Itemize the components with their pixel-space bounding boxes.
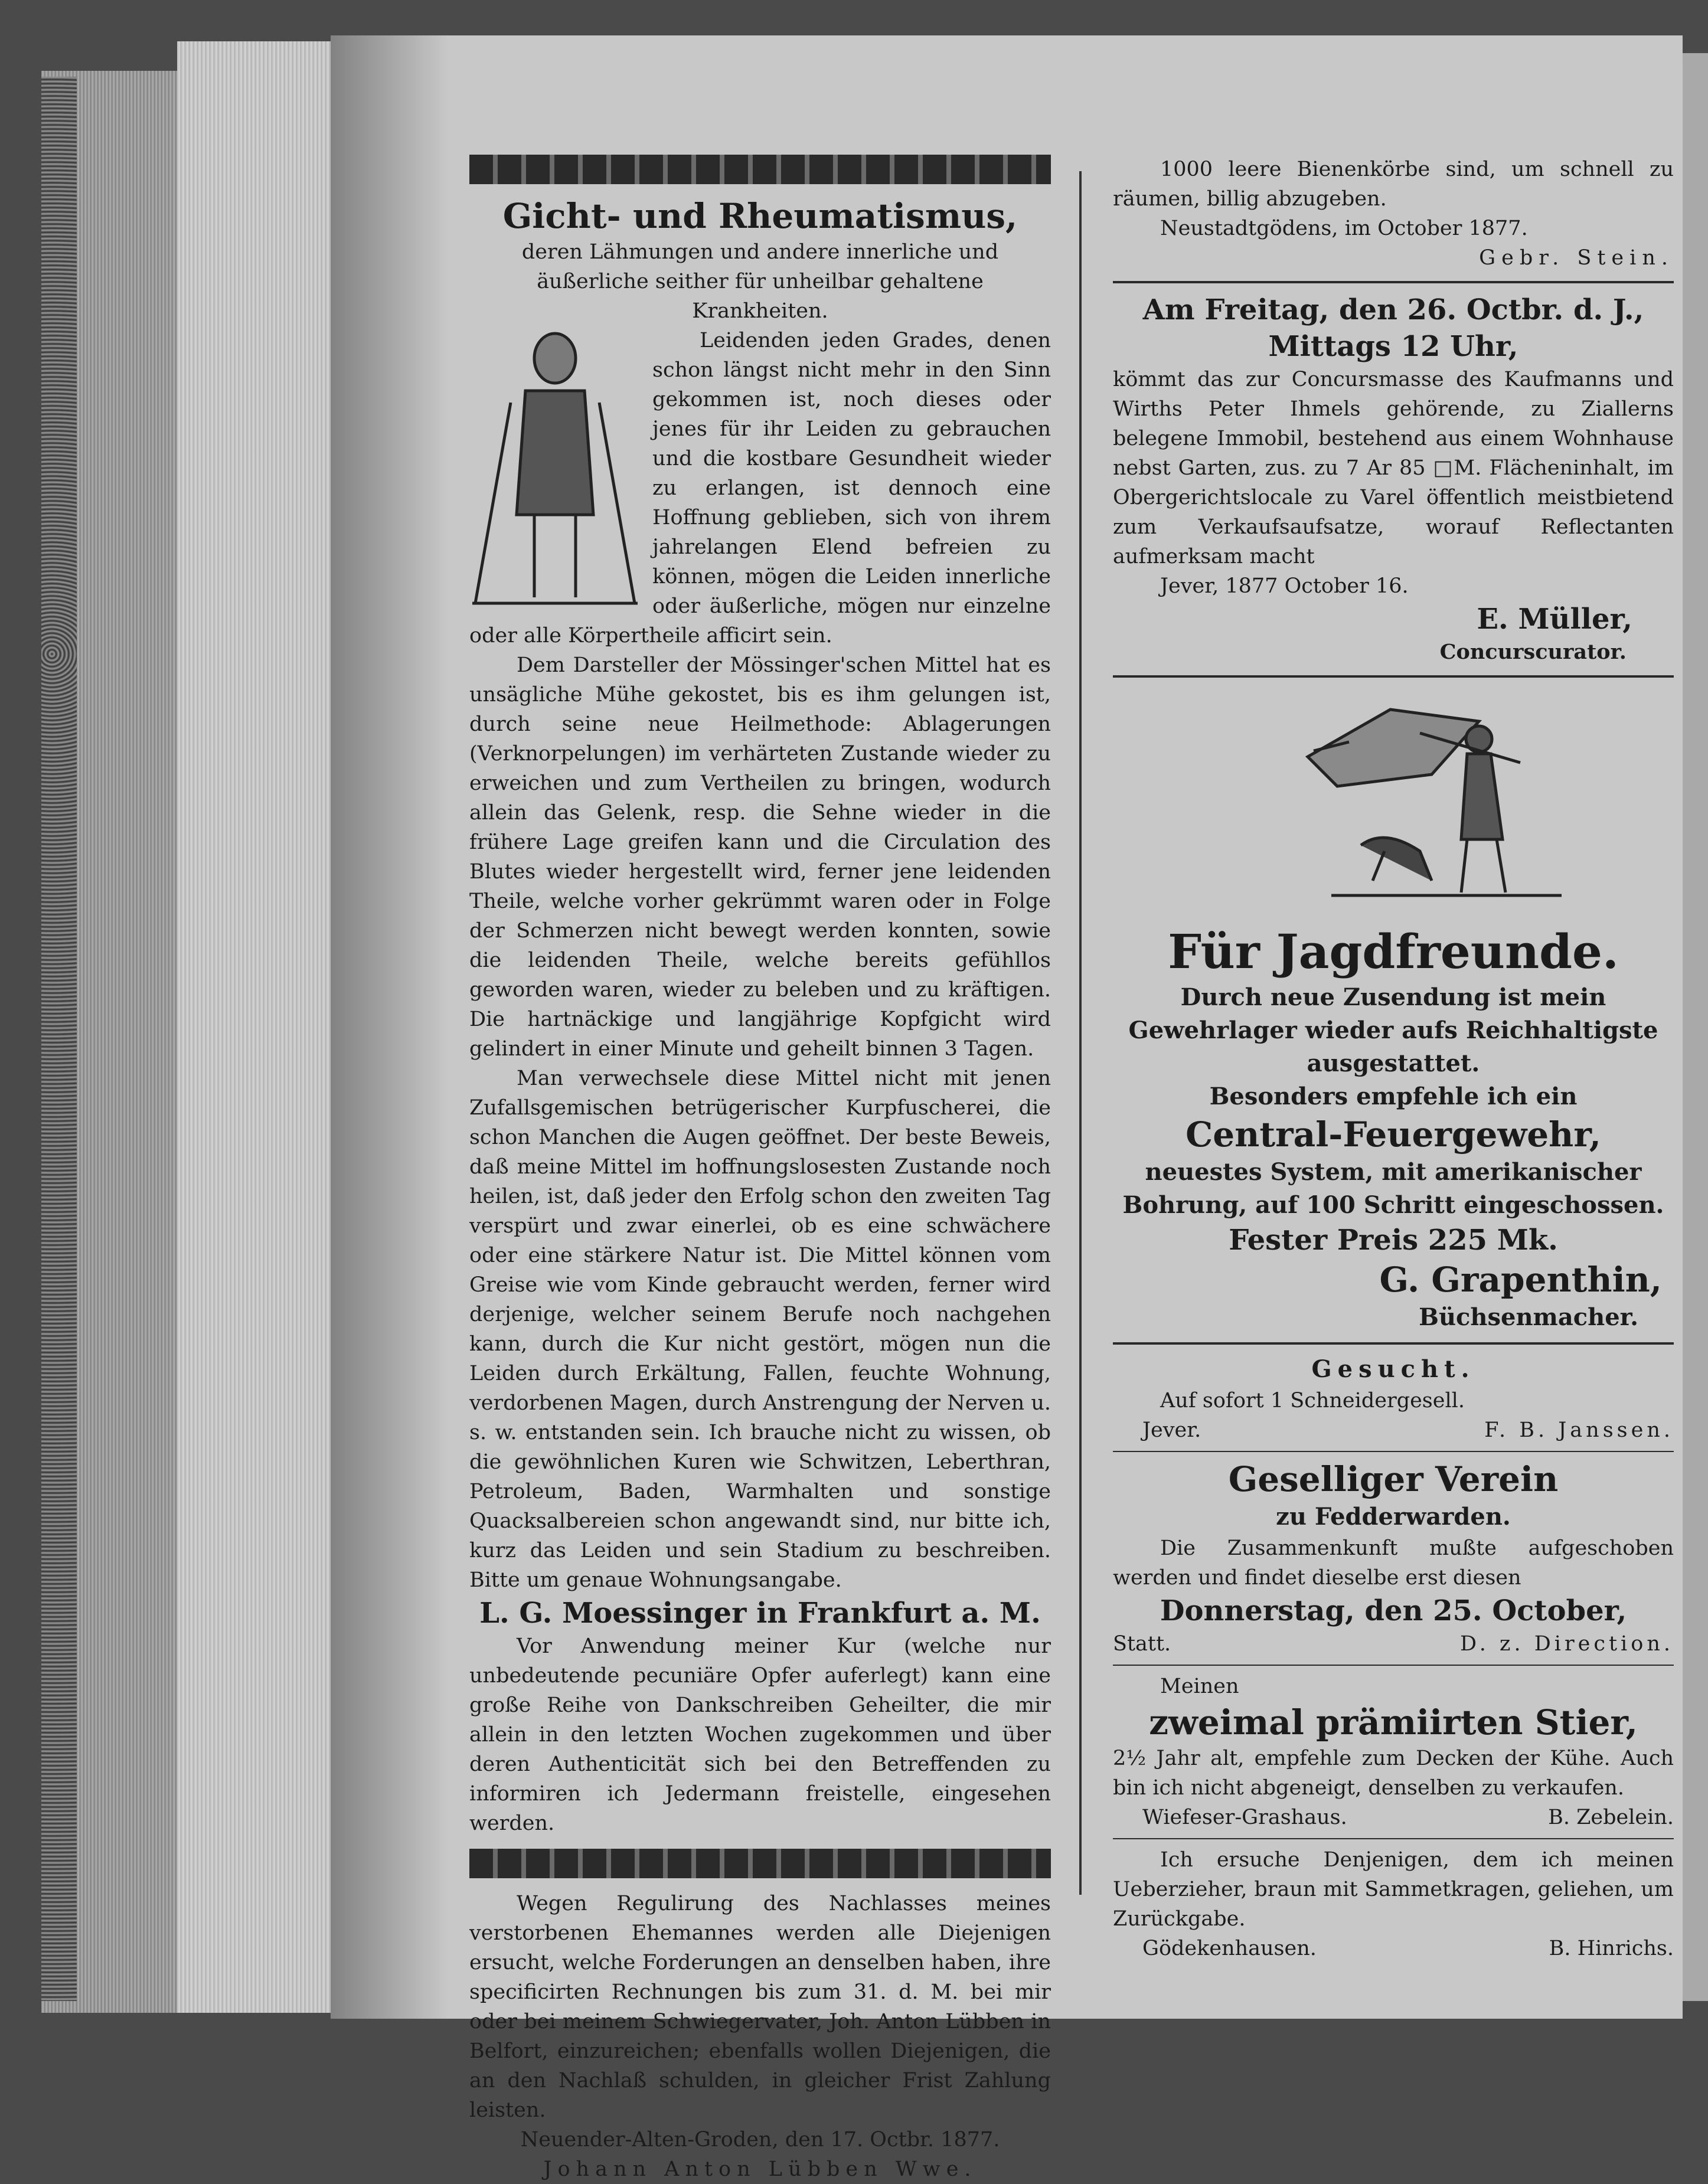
club-statt: Statt. (1113, 1632, 1171, 1656)
auction-title: Am Freitag, den 26. Octbr. d. J., (1142, 293, 1644, 326)
notice-signature: Johann Anton Lübben Wwe. (543, 2157, 977, 2181)
wanted-text: Auf sofort 1 Schneidergesell. (1160, 1389, 1465, 1413)
bull-place: Wiefeser-Grashaus. (1142, 1806, 1347, 1829)
notice-dateline: Neuender-Alten-Groden, den 17. Octbr. 1877. (520, 2128, 1000, 2152)
bull-footer (1113, 1803, 1674, 1832)
club-signature: D. z. Direction. (1459, 1632, 1674, 1656)
separator (1113, 281, 1674, 283)
auction-name: E. Müller, (1477, 603, 1632, 636)
book-cover-speckle (41, 77, 77, 2001)
club-text: Die Zusammenkunft mußte aufgeschoben werden und findet dieselbe erst diesen (1113, 1536, 1674, 1590)
auction-text: kömmt das zur Concursmasse des Kaufmanns und Wirths Peter Ihmels gehörende, zu Ziallerns belegene Immobil, bestehend aus einem Wohnhause nebst Garten, zus. zu 7 Ar 85 □M. Flächeninhalt, im Obergerichtslocale zu Varel öffentlich meistbietend zum Verkaufsaufsatze, worauf Reflectanten aufmerksam macht (1113, 368, 1674, 568)
ad-paragraph: Leidenden jeden Grades, denen schon längst nicht mehr in den Sinn gekommen ist, noch dieses oder jenes für ihr Leiden zu gebrauchen und die kostbare Gesundheit wieder zu erlangen, ist dennoch eine Hoffnung geblieben, sich von ihrem jahrelangen Elend befreien zu können, mögen die Leiden innerliche oder äußerliche, mögen nur einzelne oder alle Körpertheile afficirt sein. (469, 329, 1051, 648)
page-stack (177, 41, 354, 2013)
hunting-price: Fester Preis 225 Mk. (1229, 1224, 1558, 1257)
bull-signature: B. Zebelein. (1548, 1806, 1674, 1829)
separator (1113, 1451, 1674, 1452)
ornament-banner (469, 1849, 1051, 1878)
crutch-man-illustration (469, 326, 641, 615)
bull-intro: Meinen (1160, 1675, 1239, 1698)
ad-paragraph: Man verwechsele diese Mittel nicht mit jenen Zufallsgemischen betrügerischer Kurpfuscherei, die schon Manchen die Augen geöffnet. Der beste Beweis, daß meine Mittel im hoffnungslosesten Zustande noch heilen, ist, daß jeder den Erfolg schon den zweiten Tag verspürt und zwar einerlei, ob es eine schwächere oder eine stärkere Natur ist. Die Mittel können vom Greise wie vom Kinde gebraucht werden, ferner wird derjenige, welcher seinem Berufe noch nachgehen kann, durch die Kur nicht gestört, mögen nun die Leiden durch Erkältung, Fallen, feuchte Wohnung, verdorbenen Magen, durch Anstrengung der Nerven u. s. w. entstanden sein. Ich brauche nicht zu wissen, ob die gewöhnlichen Kuren wie Schwitzen, Leberthran, Petroleum, Baden, Warmhalten und sonstige Quacksalbereien schon angewandt sind, nur bitte ich, kurz das Leiden und sein Stadium zu beschreiben. Bitte um genaue Wohnungsangabe. (469, 1067, 1051, 1592)
wanted-footer (1113, 1415, 1674, 1445)
ad-text: 1000 leere Bienenkörbe sind, um schnell zu räumen, billig abzugeben. (1113, 158, 1674, 211)
hunting-line: Durch neue Zusendung ist mein Gewehrlager wieder aufs Reichhaltigste ausgestattet. (1128, 983, 1658, 1077)
hunting-ad (1113, 686, 1674, 1334)
right-column (1113, 155, 1674, 1963)
hunting-line: neuestes System, mit amerikanischer Bohrung, auf 100 Schritt eingeschossen. (1122, 1158, 1664, 1219)
auction-role: Concurscurator. (1439, 640, 1627, 664)
next-page-edge (1683, 53, 1708, 2001)
coat-notice (1113, 1845, 1674, 1963)
rheumatism-ad (469, 195, 1051, 1838)
ad-paragraph: Dem Darsteller der Mössinger'schen Mittel hat es unsägliche Mühe gekostet, bis es ihm gelungen ist, durch seine neue Heilmethode: Ablagerungen (Verknorpelungen) im verhärteten Zustande wieder zu erweichen und zum Vertheilen zu bringen, wodurch allein das Gelenk, resp. die Sehne wieder in die frühere Lage greifen kann und die Circulation des Blutes wieder hergestellt wird, ferner jene leidenden Theile, welche vorher gekrümmt waren oder in Folge der Schmerzen nicht bewegt werden konnten, sowie die leidenden Theile, welche bereits gefühllos geworden waren, wieder zu beleben und zu kräftigen. Die hartnäckige und langjährige Kopfgicht wird gelindert in einer Minute und geheilt binnen 3 Tagen. (469, 653, 1051, 1061)
club-footer (1113, 1629, 1674, 1659)
auction-notice (1113, 292, 1674, 667)
hunting-role: Büchsenmacher. (1419, 1303, 1638, 1331)
club-subtitle: zu Fedderwarden. (1276, 1503, 1511, 1531)
hunting-line: Besonders empfehle ich ein (1209, 1083, 1578, 1110)
wanted-ad (1113, 1353, 1674, 1445)
ad-paragraph: Vor Anwendung meiner Kur (welche nur unbedeutende pecuniäre Opfer auferlegt) kann eine große Reihe von Dankschreiben Geheilter, die mir allein in den letzten Wochen zugekommen und über deren Authenticität sich bei den Betreffenden zu informiren ich Jedermann freistelle, eingesehen werden. (469, 1634, 1051, 1835)
hunting-name: G. Grapenthin, (1379, 1260, 1662, 1300)
ad-dateline: Neustadtgödens, im October 1877. (1160, 217, 1528, 240)
hunter-illustration (1113, 686, 1674, 910)
ornament-banner (469, 155, 1051, 184)
separator (1113, 1665, 1674, 1666)
bull-title: zweimal prämiirten Stier, (1149, 1702, 1638, 1742)
firm-name: L. G. Moessinger in Frankfurt a. M. (479, 1597, 1041, 1630)
page-gutter-shadow (331, 35, 449, 2019)
wanted-title: Gesucht. (1311, 1355, 1475, 1383)
coat-footer (1113, 1934, 1674, 1963)
bull-text: 2½ Jahr alt, empfehle zum Decken der Kühe. Auch bin ich nicht abgeneigt, denselben zu verkaufen. (1113, 1747, 1674, 1800)
coat-place: Gödekenhausen. (1142, 1937, 1317, 1960)
hunting-product: Central-Feuergewehr, (1186, 1114, 1601, 1155)
bull-ad (1113, 1672, 1674, 1832)
auction-time: Mittags 12 Uhr, (1268, 330, 1518, 363)
coat-text: Ich ersuche Denjenigen, dem ich meinen Ueberzieher, braun mit Sammetkragen, geliehen, um Zurückgabe. (1113, 1848, 1674, 1931)
club-date: Donnerstag, den 25. October, (1160, 1594, 1627, 1627)
wanted-signature: F. B. Janssen. (1484, 1418, 1674, 1442)
hunting-ad-title: Für Jagdfreunde. (1168, 924, 1619, 979)
separator (1113, 1342, 1674, 1345)
club-title: Geselliger Verein (1228, 1459, 1559, 1499)
club-notice (1113, 1458, 1674, 1659)
separator (1113, 1838, 1674, 1839)
notice-text: Wegen Regulirung des Nachlasses meines verstorbenen Ehemannes werden alle Diejenigen ersucht, welche Forderungen an denselben haben, ihre specificirten Rechnungen bis zum 31. d. M. bei mir oder bei meinem Schwiegervater, Joh. Anton Lübben in Belfort, einzureichen; ebenfalls wollen Diejenigen, die an den Nachlaß schulden, in gleicher Frist Zahlung leisten. (469, 1892, 1051, 2122)
coat-signature: B. Hinrichs. (1549, 1937, 1674, 1960)
separator (1113, 675, 1674, 678)
ad-signature: Gebr. Stein. (1479, 246, 1674, 270)
ad-title: Gicht- und Rheumatismus, (502, 196, 1018, 236)
estate-notice (469, 1889, 1051, 2184)
left-column (469, 155, 1051, 2184)
wanted-place: Jever. (1142, 1418, 1201, 1442)
column-divider (1079, 171, 1082, 1895)
auction-dateline: Jever, 1877 October 16. (1160, 574, 1409, 598)
beehive-ad (1113, 155, 1674, 273)
ad-subtitle: deren Lähmungen und andere innerliche und äußerliche seither für unheilbar gehaltene Krankheiten. (521, 240, 999, 323)
